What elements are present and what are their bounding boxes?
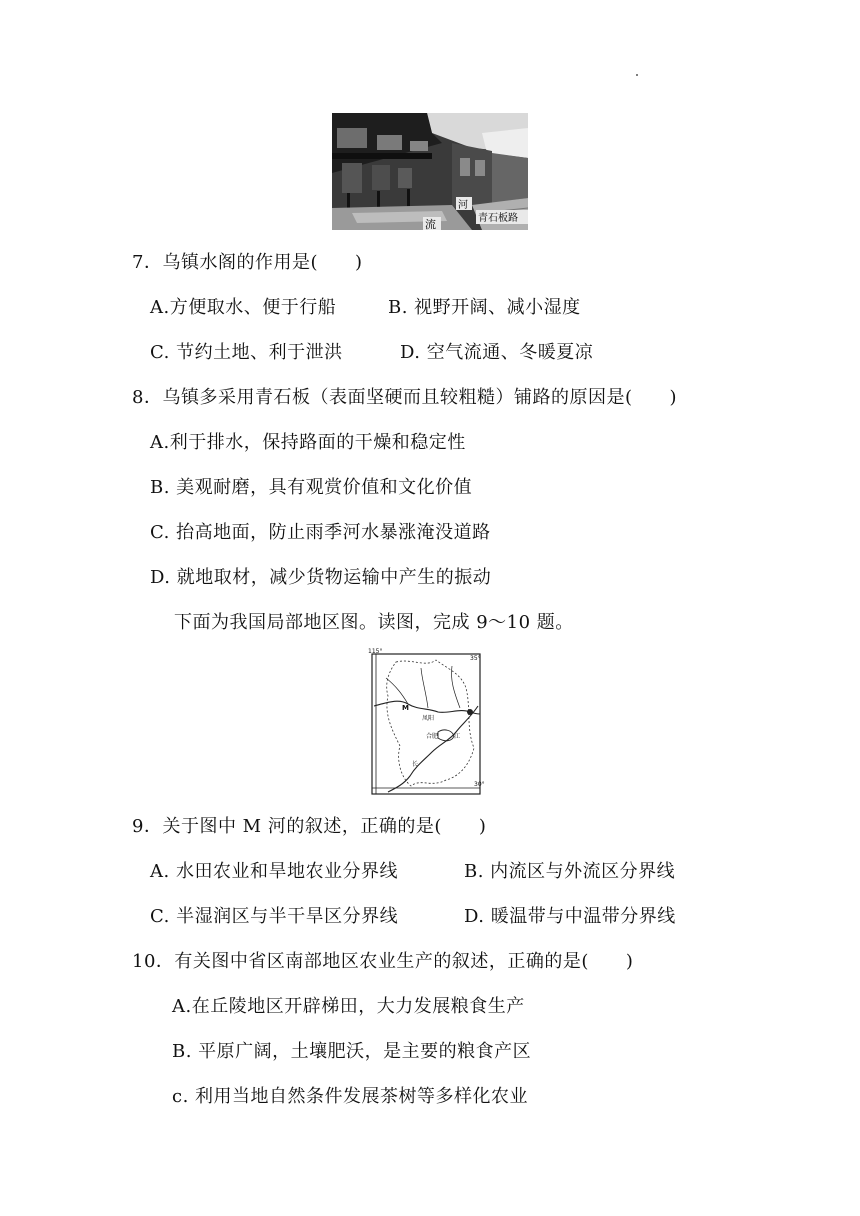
q10-stem: 10．有关图中省区南部地区农业生产的叙述，正确的是( ) — [132, 951, 634, 972]
map-hefei-label: 合肥 — [426, 733, 439, 740]
map-jiang-label: 江 — [454, 733, 461, 740]
q7-stem: 7．乌镇水阁的作用是( ) — [132, 252, 363, 273]
photo-label-liu: 流 — [425, 218, 436, 230]
map-intro: 下面为我国局部地区图。读图，完成 9～10 题。 — [174, 612, 574, 633]
q9-option-d[interactable]: D. 暖温带与中温带分界线 — [464, 906, 676, 927]
q10-option-a[interactable]: A.在丘陵地区开辟梯田，大力发展粮食生产 — [172, 996, 525, 1017]
stray-dot — [636, 74, 638, 76]
q7-option-c[interactable]: C. 节约土地、利于泄洪 — [150, 342, 343, 363]
q9-option-c[interactable]: C. 半湿润区与半干旱区分界线 — [150, 906, 399, 927]
wuzhen-photo — [332, 113, 528, 230]
q7-option-b[interactable]: B. 视野开阔、减小湿度 — [388, 297, 581, 318]
q10-option-c[interactable]: c. 利用当地自然条件发展茶树等多样化农业 — [172, 1086, 529, 1107]
q8-stem: 8．乌镇多采用青石板（表面坚硬而且较粗糙）铺路的原因是( ) — [132, 387, 677, 408]
q7-option-row-1 — [150, 296, 581, 320]
regional-map — [366, 648, 486, 800]
map-m-label: M — [402, 704, 409, 712]
q7-option-row-2 — [150, 341, 593, 365]
q8-option-c[interactable]: C. 抬高地面，防止雨季河水暴涨淹没道路 — [150, 522, 491, 543]
q9-option-b[interactable]: B. 内流区与外流区分界线 — [464, 861, 676, 882]
map-lat-bottom-label: 30° — [474, 781, 485, 788]
q9-option-a[interactable]: A. 水田农业和旱地农业分界线 — [150, 861, 398, 882]
q7-option-a[interactable]: A.方便取水、便于行船 — [150, 297, 337, 318]
photo-label-road: 青石板路 — [478, 213, 518, 224]
photo-label-he: 河 — [458, 200, 468, 211]
q9-option-row-1 — [150, 860, 675, 884]
q8-option-b[interactable]: B. 美观耐磨，具有观赏价值和文化价值 — [150, 477, 473, 498]
q7-option-d[interactable]: D. 空气流通、冬暖夏凉 — [400, 342, 594, 363]
q10-option-b[interactable]: B. 平原广阔，土壤肥沃，是主要的粮食产区 — [172, 1041, 532, 1062]
map-fengyang-label: 凤阳 — [422, 715, 435, 722]
q9-stem: 9．关于图中 M 河的叙述，正确的是( ) — [132, 816, 487, 837]
map-lon-label: 115° — [368, 648, 383, 655]
map-chang-label: 长 — [412, 761, 419, 768]
map-lat-top-label: 35° — [470, 655, 481, 662]
q8-option-d[interactable]: D. 就地取材，减少货物运输中产生的振动 — [150, 567, 492, 588]
q9-option-row-2 — [150, 905, 676, 929]
q8-option-a[interactable]: A.利于排水，保持路面的干燥和稳定性 — [150, 432, 466, 453]
